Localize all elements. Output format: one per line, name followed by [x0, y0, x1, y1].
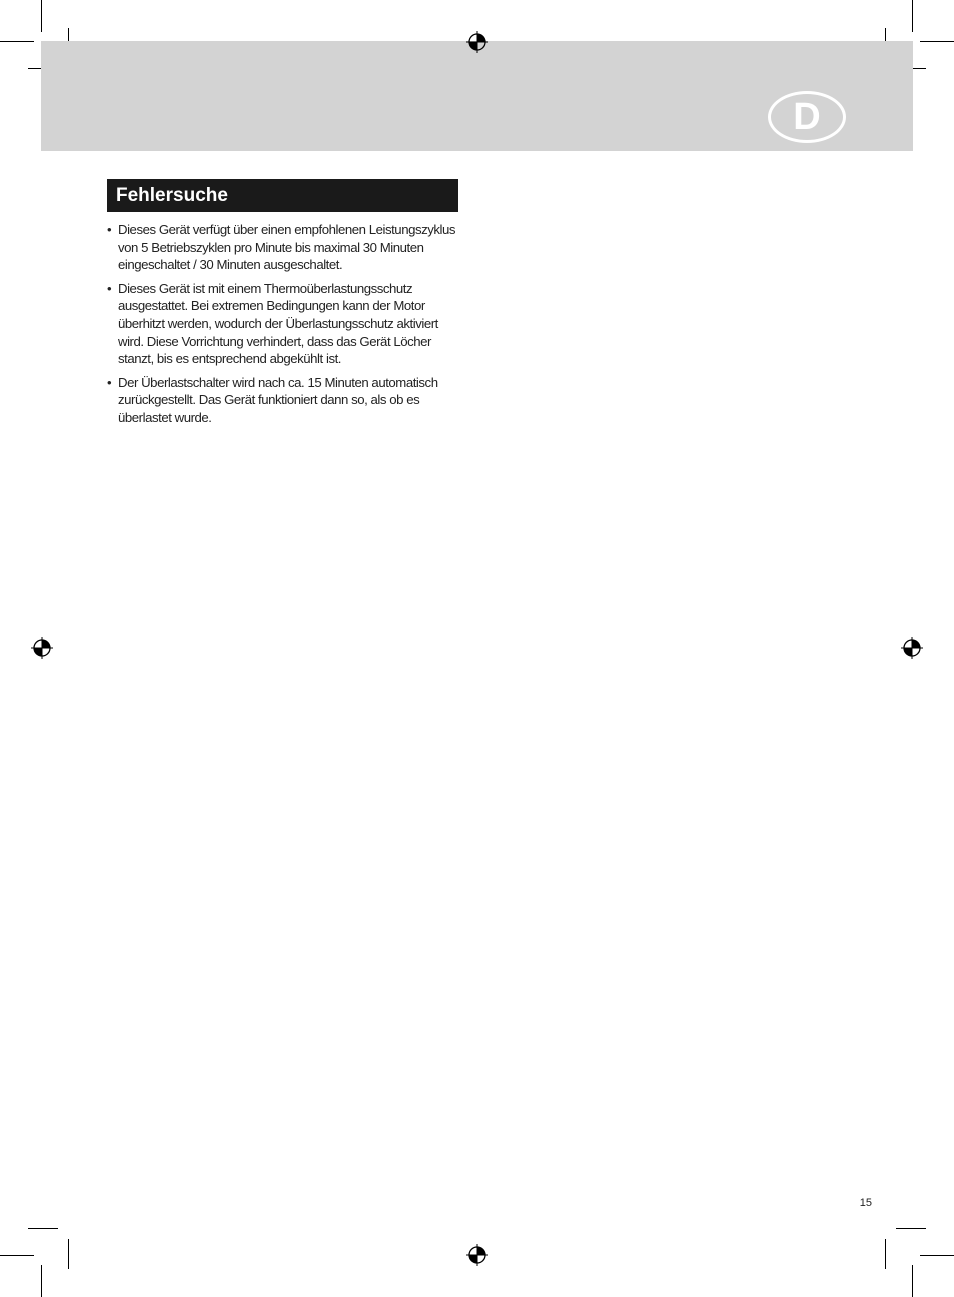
list-item: • Dieses Gerät verfügt über einen empfohlenen Leistungszyklus von 5 Betriebszyklen pro Minute bis maximal 30 Minuten eingeschaltet / 30 Minuten ausgeschaltet. — [107, 221, 463, 274]
list-item: • Dieses Gerät ist mit einem Thermoüberlastungsschutz ausgestattet. Bei extremen Bedingungen kann der Motor überhitzt werden, wodurch der Überlastungsschutz aktiviert wird. Diese Vorrichtung verhindert, dass das Gerät Löcher stanzt, bis es entsprechend abgekühlt ist. — [107, 280, 463, 368]
language-badge: D — [768, 91, 846, 143]
registration-mark-icon — [466, 1244, 488, 1266]
section-title: Fehlersuche — [107, 179, 458, 212]
crop-mark — [28, 1228, 58, 1229]
crop-mark — [0, 1255, 34, 1256]
crop-mark — [920, 1255, 954, 1256]
troubleshooting-list — [107, 221, 463, 433]
crop-mark — [0, 41, 34, 42]
crop-mark — [912, 1265, 913, 1297]
list-item: • Der Überlastschalter wird nach ca. 15 Minuten automatisch zurückgestellt. Das Gerät funktioniert dann so, als ob es überlastet wurde. — [107, 374, 463, 427]
crop-mark — [41, 1265, 42, 1297]
crop-mark — [920, 41, 954, 42]
registration-mark-icon — [901, 637, 923, 659]
crop-mark — [68, 1239, 69, 1269]
page-number: 15 — [859, 1197, 872, 1209]
registration-mark-icon — [31, 637, 53, 659]
crop-mark — [885, 1239, 886, 1269]
crop-mark — [912, 0, 913, 32]
crop-mark — [896, 1228, 926, 1229]
crop-mark — [41, 0, 42, 32]
registration-mark-icon — [466, 31, 488, 53]
